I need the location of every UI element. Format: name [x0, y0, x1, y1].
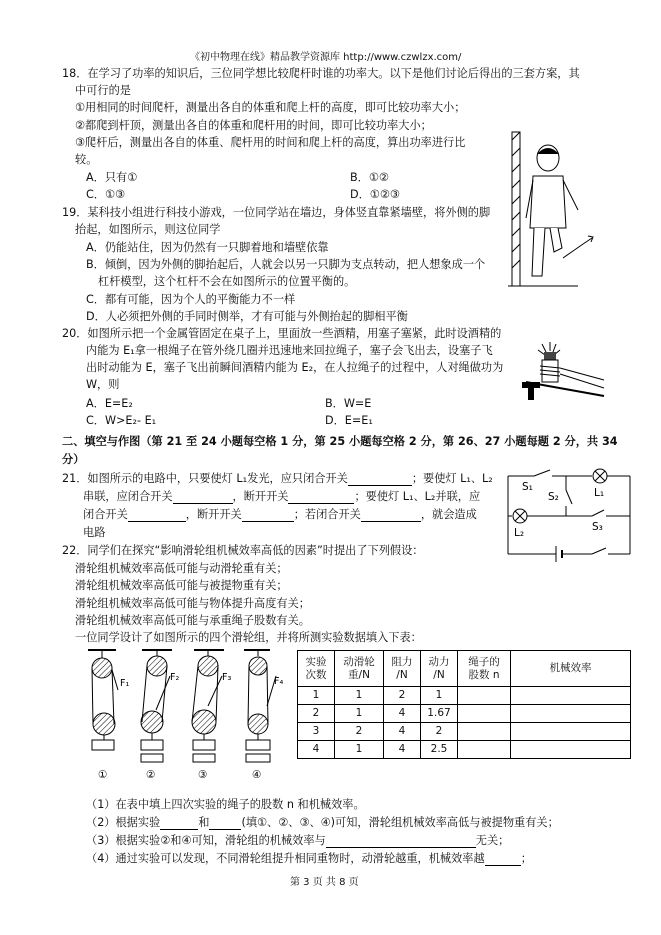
section2-heading-line2: 分）	[62, 453, 85, 466]
table-header-cell: 绳子的 股数 n	[458, 651, 511, 687]
tube-apparatus-figure	[512, 338, 608, 404]
q18-scheme-3-cont: 较。	[75, 153, 98, 166]
table-cell: 4	[384, 723, 421, 741]
table-cell: 3	[298, 723, 335, 741]
q19-option-c: C．都有可能，因为个人的平衡能力不一样	[86, 293, 296, 306]
table-row	[298, 687, 631, 705]
table-cell-blank[interactable]	[511, 705, 631, 723]
table-header-row	[298, 651, 631, 687]
label-s1: S₁	[522, 481, 533, 493]
table-cell: 2	[421, 723, 458, 741]
q21-text: ；要使灯 L₁、L₂并联，应	[354, 490, 481, 503]
experiment-data-table	[297, 650, 631, 759]
q18-scheme-3: ③爬杆后，测量出各自的体重、爬杆用的时间和爬上杆的高度，算出功率进行比	[75, 136, 466, 149]
q19-option-a: A．仍能站住，因为仍然有一只脚着地和墙壁依靠	[86, 241, 329, 254]
q21-blank-2[interactable]	[173, 491, 233, 504]
q21-text: 闭合开关	[83, 508, 128, 521]
q22-text: （4）通过实验可以发现，不同滑轮组提升相同重物时，动滑轮越重，机械效率越	[86, 852, 485, 865]
table-row	[298, 705, 631, 723]
circuit-diagram	[500, 466, 640, 562]
q22-stem: 22．同学们在探究“影响滑轮组机械效率高低的因素”时提出了下列假设：	[62, 544, 424, 557]
table-cell: 2.5	[421, 741, 458, 759]
table-cell: 1	[421, 687, 458, 705]
label-f1: F₁	[120, 678, 130, 689]
q21-blank-5[interactable]	[242, 509, 294, 522]
q19-option-b: B．倾倒，因为外侧的脚抬起后，人就会以另一只脚为支点转动，把人想象成一个	[86, 258, 486, 271]
q21-line4: 电路	[83, 526, 106, 539]
q22-sub-4	[86, 851, 532, 866]
q19-stem-line2: 抬起，如图所示，则这位同学	[75, 223, 221, 236]
q21-text: 21．如图所示的电路中，只要使灯 L₁发光，应只闭合开关	[62, 472, 348, 485]
table-cell-blank[interactable]	[511, 687, 631, 705]
table-cell: 4	[298, 741, 335, 759]
q20-stem-line1: 20．如图所示把一个金属管固定在桌子上，里面放一些酒精，用塞子塞紧，此时设酒精的	[62, 327, 502, 340]
q20-stem-line2: 内能为 E₁拿一根绳子在管外绕几圈并迅速地来回拉绳子，塞子会飞出去，设塞子飞	[86, 344, 493, 357]
q21-text: 串联，应闭合开关	[83, 490, 173, 503]
q22-blank-2[interactable]	[209, 817, 241, 830]
label-system-1: ①	[98, 769, 108, 781]
table-cell: 2	[384, 687, 421, 705]
q21-text: ；若闭合开关	[293, 508, 361, 521]
q21-line3	[83, 507, 477, 522]
q22-text: （3）根据实验②和④可知，滑轮组的机械效率与	[86, 834, 326, 847]
page-footer: 第 3 页 共 8 页	[290, 877, 359, 888]
pulley-systems-figure	[84, 646, 294, 784]
q18-option-c: C．①③	[86, 188, 126, 201]
label-l2: L₂	[514, 527, 525, 539]
table-header-cell: 机械效率	[511, 651, 631, 687]
label-f4: F₄	[274, 676, 284, 687]
q21-blank-3[interactable]	[288, 491, 354, 504]
q20-option-a: A．E=E₂	[86, 397, 133, 410]
table-row	[298, 723, 631, 741]
table-header-cell: 实验 次数	[298, 651, 335, 687]
q18-stem-line1: 18．在学习了功率的知识后，三位同学想比较爬杆时谁的功率大。以下是他们讨论后得出的三套方案，其	[62, 67, 580, 80]
table-header-cell: 阻力 /N	[384, 651, 421, 687]
q21-line1	[62, 471, 493, 486]
wall-person-figure	[508, 128, 604, 290]
table-cell-blank[interactable]	[458, 741, 511, 759]
q22-text: 无关；	[475, 834, 510, 847]
page-header: 《初中物理在线》精品教学资源库 http://www.czwlzx.com/	[190, 52, 462, 63]
label-system-2: ②	[146, 769, 156, 781]
label-system-4: ④	[252, 769, 262, 781]
q22-sub-1: （1）在表中填上四次实验的绳子的股数 n 和机械效率。	[86, 798, 365, 811]
q21-blank-6[interactable]	[361, 509, 421, 522]
q22-blank-1[interactable]	[160, 817, 198, 830]
table-cell: 1	[335, 705, 384, 723]
q22-hypothesis-3: 滑轮组机械效率高低可能与物体提升高度有关；	[75, 597, 310, 610]
label-s3: S₃	[592, 521, 603, 533]
q21-blank-4[interactable]	[128, 509, 186, 522]
q20-option-c: C．W>E₂- E₁	[86, 414, 157, 427]
q21-text: ，断开开关	[185, 508, 242, 521]
q22-setup-text: 一位同学设计了如图所示的四个滑轮组，并将所测实验数据填入下表：	[75, 631, 422, 644]
q22-sub-2	[86, 815, 559, 830]
section2-heading-line1: 二、填空与作图（第 21 至 24 小题每空格 1 分，第 25 小题每空格 2 分，第 26、27 小题每题 2 分，共 34	[62, 435, 618, 448]
label-f3: F₃	[222, 672, 232, 683]
table-cell-blank[interactable]	[511, 741, 631, 759]
table-cell: 1	[335, 687, 384, 705]
q19-option-d: D．人必须把外侧的手同时侧举，才有可能与外侧抬起的脚相平衡	[86, 310, 408, 323]
q18-option-a: A．只有①	[86, 171, 138, 184]
q22-hypothesis-2: 滑轮组机械效率高低可能与被提物重有关；	[75, 579, 288, 592]
q18-scheme-1: ①用相同的时间爬杆，测量出各自的体重和爬上杆的高度，即可比较功率大小；	[75, 101, 466, 114]
label-l1: L₁	[594, 487, 605, 499]
table-cell: 2	[298, 705, 335, 723]
table-cell: 4	[384, 741, 421, 759]
table-cell: 2	[335, 723, 384, 741]
q22-text: （2）根据实验	[86, 816, 161, 829]
table-row	[298, 741, 631, 759]
q18-scheme-2: ②都爬到杆顶，测量出各自的体重和爬杆用的时间，即可比较功率大小；	[75, 119, 432, 132]
q21-text: ，断开开关	[232, 490, 289, 503]
q22-hypothesis-1: 滑轮组机械效率高低可能与动滑轮重有关；	[75, 562, 288, 575]
q22-sub-3	[86, 833, 509, 848]
q22-hypothesis-4: 滑轮组机械效率高低可能与承重绳子股数有关。	[75, 614, 310, 627]
q22-blank-3[interactable]	[326, 835, 476, 848]
q21-text: ；要使灯 L₁、L₂	[411, 472, 493, 485]
q19-option-b-cont: 杠杆模型，这个杠杆不会在如图所示的位置平衡的。	[98, 275, 356, 288]
label-f2: F₂	[170, 672, 180, 683]
table-cell-blank[interactable]	[458, 687, 511, 705]
q18-stem-line2: 中可行的是	[75, 84, 131, 97]
table-cell-blank[interactable]	[458, 723, 511, 741]
label-s2: S₂	[548, 491, 559, 503]
table-cell-blank[interactable]	[458, 705, 511, 723]
q21-blank-1[interactable]	[348, 473, 412, 486]
q18-option-d: D．①②③	[350, 188, 400, 201]
table-header-cell: 动力 /N	[421, 651, 458, 687]
q18-option-b: B．①②	[350, 171, 389, 184]
q22-text: 和	[198, 816, 210, 829]
table-cell: 1	[335, 741, 384, 759]
table-cell: 1.67	[421, 705, 458, 723]
q22-blank-4[interactable]	[485, 853, 521, 866]
q19-stem-line1: 19．某科技小组进行科技小游戏，一位同学站在墙边，身体竖直靠紧墙壁，将外侧的脚	[62, 206, 491, 219]
table-header-cell: 动滑轮 重/N	[335, 651, 384, 687]
q20-option-b: B．W=E	[325, 397, 372, 410]
q21-line2	[83, 489, 480, 504]
table-cell-blank[interactable]	[511, 723, 631, 741]
label-system-3: ③	[198, 769, 208, 781]
table-cell: 4	[384, 705, 421, 723]
q22-text: (填①、②、③、④)可知，滑轮组机械效率高低与被提物重有关；	[241, 816, 559, 829]
q20-stem-line3: 出时动能为 E，塞子飞出前瞬间酒精内能为 E₂，在人拉绳子的过程中，人对绳做功为	[86, 361, 504, 374]
q20-stem-line4: W，则	[86, 378, 120, 391]
q21-text: ，就会造成	[420, 508, 477, 521]
table-cell: 1	[298, 687, 335, 705]
q20-option-d: D．E=E₁	[325, 414, 373, 427]
q22-text: ；	[520, 852, 532, 865]
